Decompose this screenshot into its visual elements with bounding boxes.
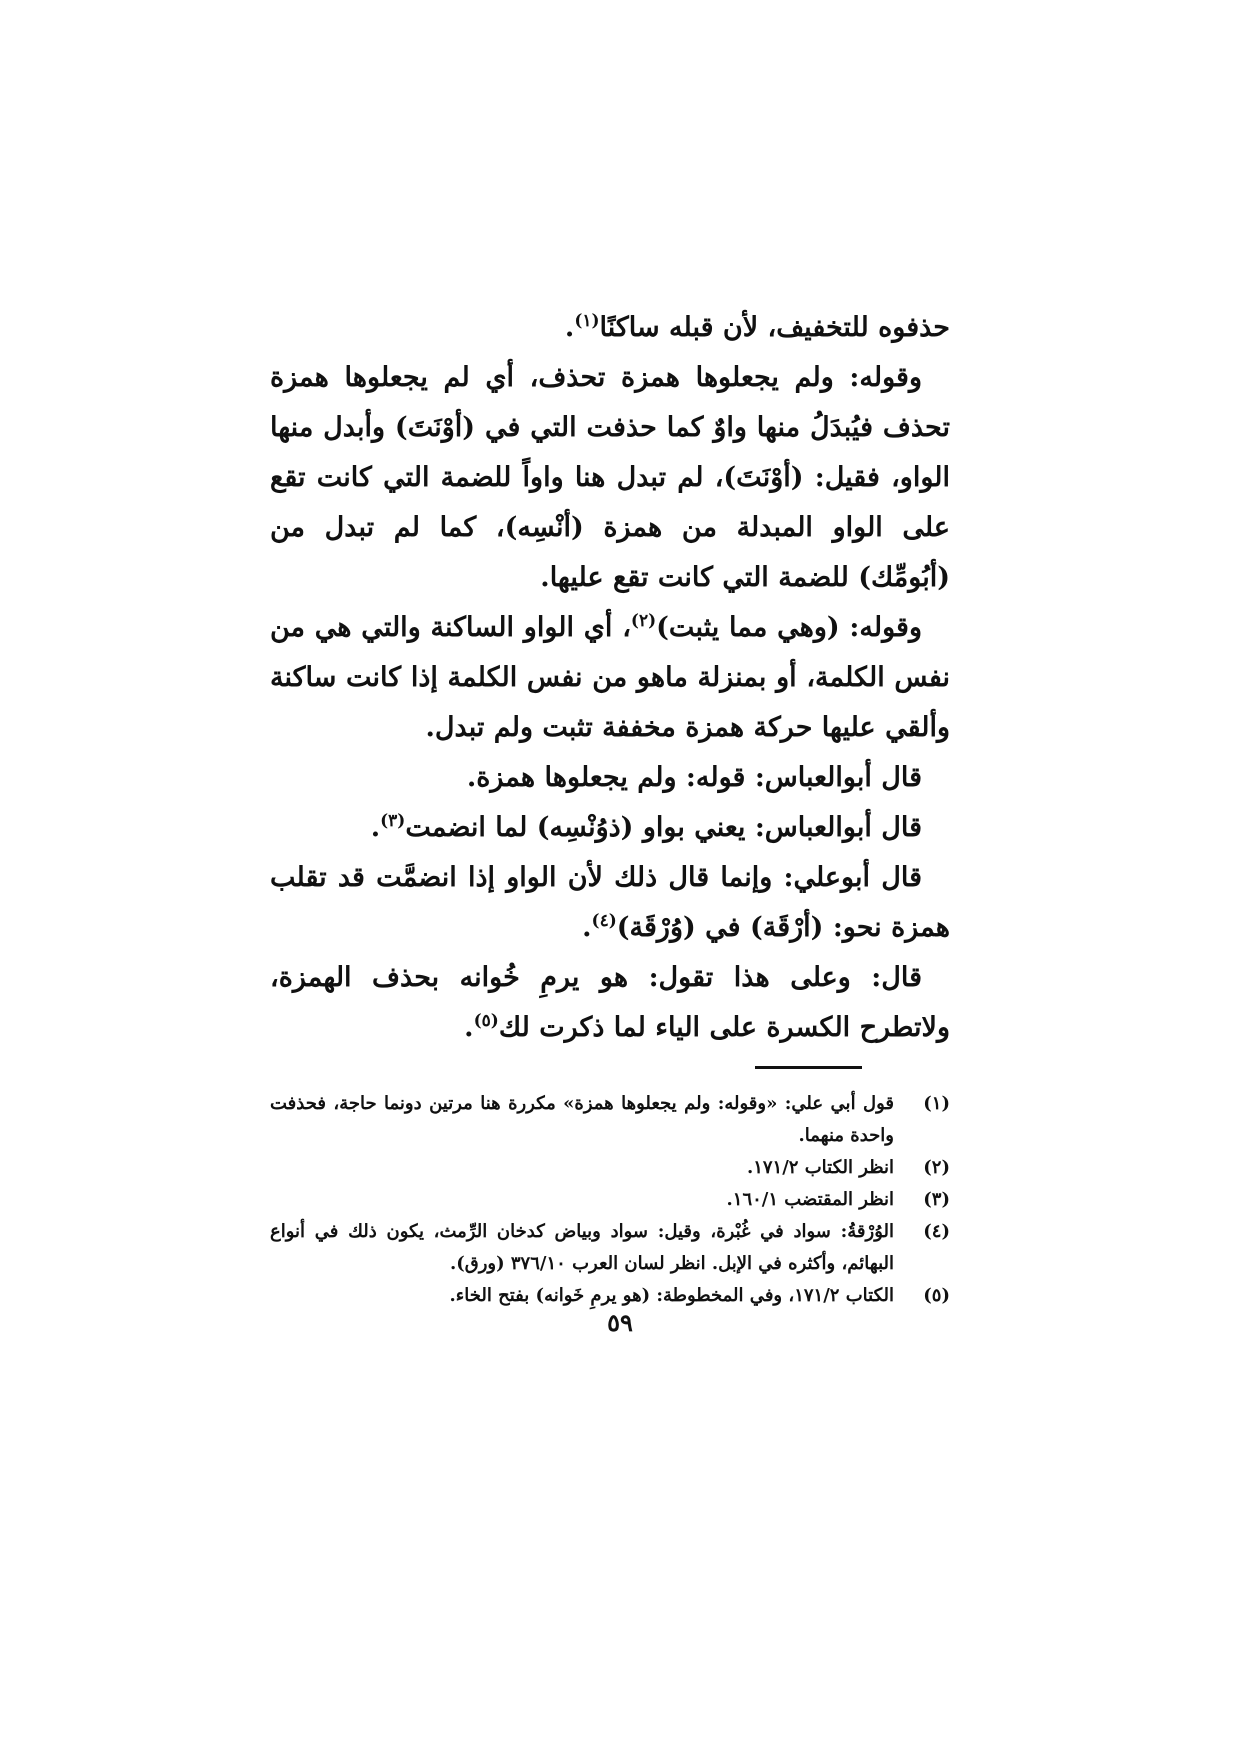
paragraph-4: [270, 753, 950, 803]
footnote-ref-5: (٥): [473, 1011, 499, 1031]
footnote-2: [270, 1152, 950, 1184]
footnote-ref-3: (٣): [380, 811, 406, 831]
footnote-ref-2: (٢): [630, 611, 657, 631]
paragraph-7-text: وعلى هذا تقول: هو يرمِ خُوانه بحذف الهمزة، ولاتطرح الكسرة على الياء لما ذكرت لك: [270, 962, 950, 1043]
footnote-1: [270, 1088, 950, 1152]
paragraph-3: [270, 603, 950, 753]
footnote-ref-4: (٤): [591, 911, 617, 931]
footnote-number: (٣): [923, 1189, 950, 1210]
footnote-text: انظر الكتاب ١٧١/٢.: [746, 1157, 894, 1178]
paragraph-6-text: قال أبوعلي: وإنما قال ذلك لأن الواو إذا انضمَّت قد تقلب همزة نحو: (أرْقَة) في (وُرْقَة): [270, 862, 950, 943]
paragraph-6: [270, 853, 950, 953]
paragraph-6-end: .: [582, 912, 592, 943]
paragraph-2: [270, 353, 950, 603]
footnote-number: (٢): [923, 1157, 950, 1178]
paragraph-7-end: .: [464, 1012, 474, 1043]
footnote-separator: [755, 1066, 862, 1069]
paragraph-1-text: حذفوه للتخفيف، لأن قبله ساكنًا: [599, 312, 950, 343]
footnote-text: الوُرْقةُ: سواد في غُبْرة، وقيل: سواد وبياض كدخان الرِّمث، يكون ذلك في أنواع البهائم، وأكثره في الإبل. انظر لسان العرب ٣٧٦/١٠ (ورق).: [270, 1221, 894, 1274]
paragraph-4-text: قال أبوالعباس: قوله: ولم يجعلوها همزة.: [466, 762, 922, 793]
main-text: [270, 303, 950, 1053]
footnote-text: الكتاب ١٧١/٢، وفي المخطوطة: (هو يرمِ خَوانه) بفتح الخاء.: [449, 1285, 894, 1306]
paragraph-7-lead: قال:: [871, 962, 922, 993]
footnote-4: [270, 1216, 950, 1280]
footnote-number: (١): [923, 1093, 950, 1114]
paragraph-1-end: .: [564, 312, 575, 343]
paragraph-3-text-a: وقوله: (وهي مما يثبت): [656, 612, 922, 643]
footnotes: [270, 1088, 950, 1312]
footnote-number: (٤): [923, 1221, 950, 1242]
paragraph-3-text-b: ، أي الواو الساكنة والتي هي من نفس الكلمة، أو بمنزلة ماهو من نفس الكلمة إذا كانت ساكنة وألقي عليها حركة همزة مخففة تثبت ولم تبدل.: [270, 612, 950, 743]
footnote-3: [270, 1184, 950, 1216]
paragraph-2-text: وقوله: ولم يجعلوها همزة تحذف، أي لم يجعلوها همزة تحذف فيُبدَلُ منها واوٌ كما حذفت التي في (أوْنَتَ) وأبدل منها الواو، فقيل: (أوْنَتَ)، لم تبدل هنا واواً للضمة التي كانت تقع على الواو المبدلة من همزة (أنْسِه)، كما لم تبدل من (أبُومِّك) للضمة التي كانت تقع عليها.: [270, 362, 950, 593]
paragraph-5-end: .: [370, 812, 381, 843]
paragraph-1: [270, 303, 950, 353]
paragraph-5: [270, 803, 950, 853]
footnote-number: (٥): [923, 1285, 950, 1306]
footnote-ref-1: (١): [574, 311, 600, 331]
page-number: ٥٩: [607, 1308, 633, 1337]
footnote-text: قول أبي علي: «وقوله: ولم يجعلوها همزة» مكررة هنا مرتين دونما حاجة، فحذفت واحدة منهما.: [270, 1093, 894, 1146]
footnote-text: انظر المقتضب ١٦٠/١.: [726, 1189, 894, 1210]
paragraph-7: [270, 953, 950, 1053]
paragraph-5-text: قال أبوالعباس: يعني بواو (ذوُنْسِه) لما انضمت: [405, 812, 922, 843]
